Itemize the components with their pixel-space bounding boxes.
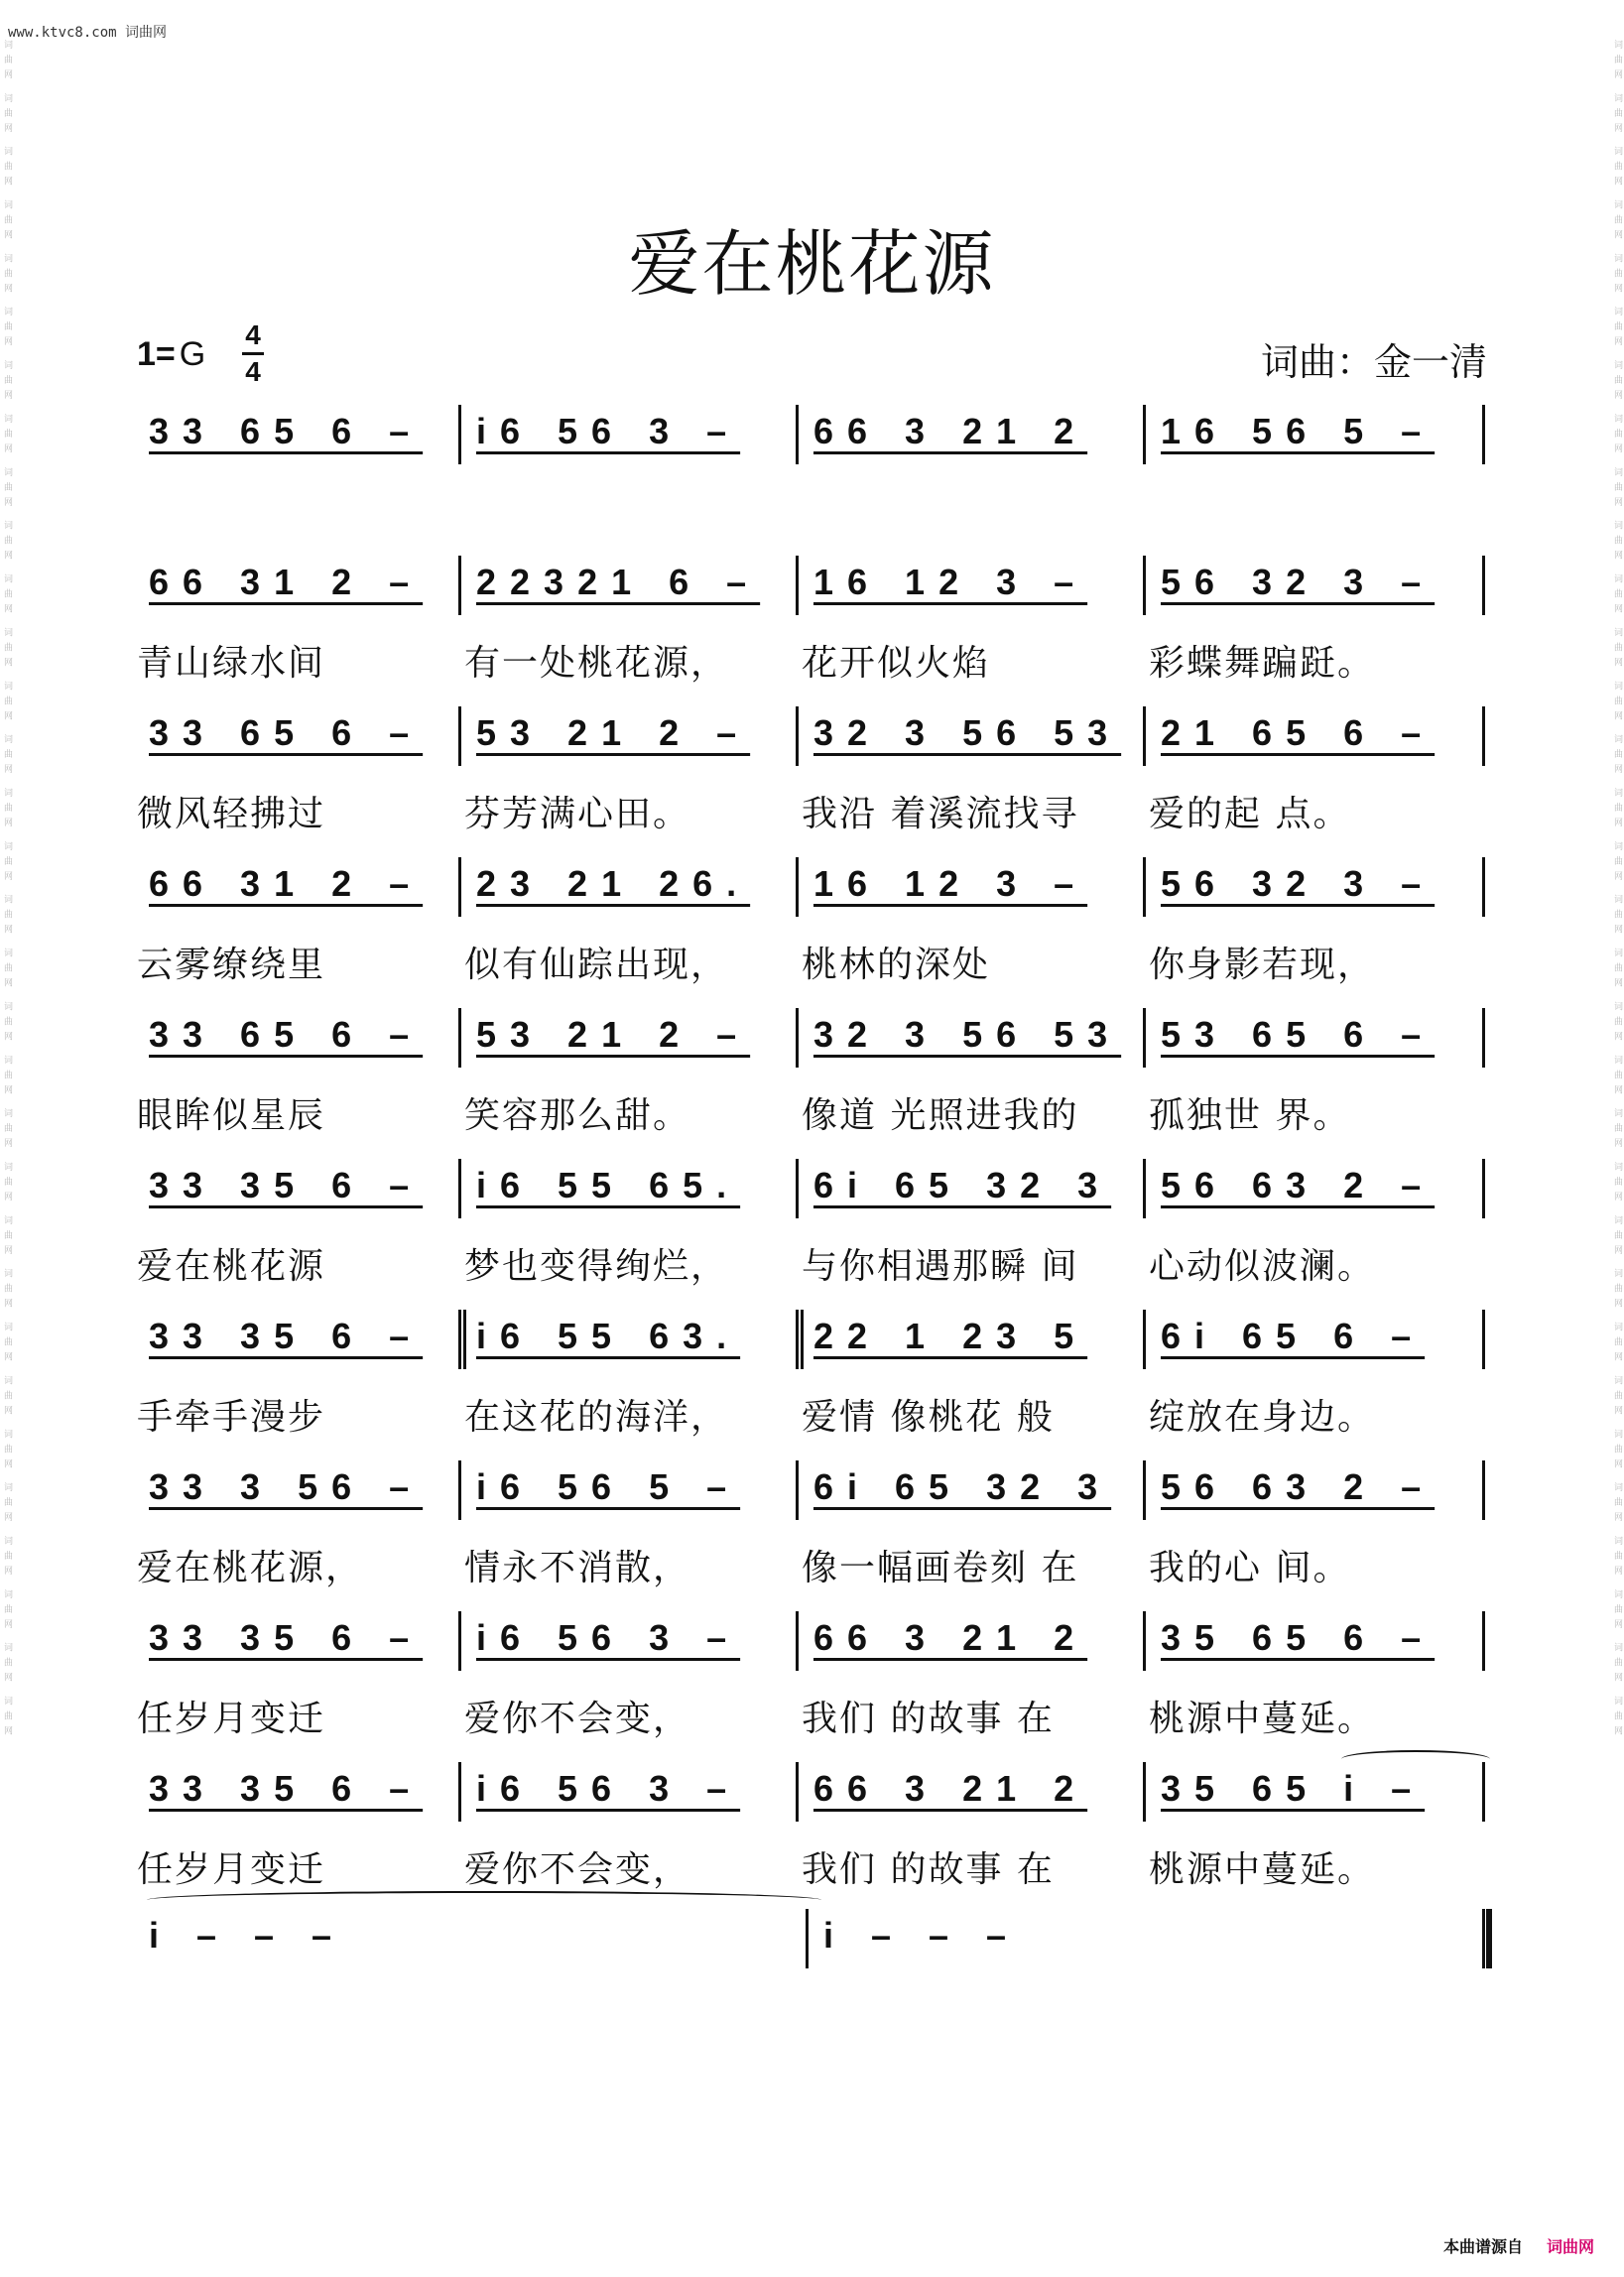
barline [796, 1310, 804, 1369]
time-signature [242, 319, 264, 388]
lyric-phrase: 你身影若现， [1149, 945, 1376, 985]
barline [1482, 1310, 1485, 1369]
barline [1143, 1159, 1146, 1218]
lyric-phrase: 绽放在身边。 [1149, 1397, 1376, 1438]
lyric-phrase: 芬芳满心田。 [464, 794, 691, 834]
score-system [139, 857, 1488, 996]
lyrics-row [139, 937, 1488, 986]
barline [796, 706, 799, 766]
notation-row [139, 1909, 1488, 1968]
key-label: 1= [137, 335, 176, 373]
barline [458, 706, 461, 766]
barline [806, 1909, 809, 1968]
barline [1482, 1762, 1485, 1822]
measure: 66 3 21 2 [813, 411, 1088, 451]
measure: 33 35 6 – [149, 1165, 424, 1205]
notation-row [139, 556, 1488, 615]
lyric-phrase: 在这花的海洋， [464, 1397, 729, 1438]
lyric-phrase: 我们 的故事 在 [802, 1849, 1055, 1890]
site-url: www.ktvc8.com 词曲网 [8, 25, 168, 41]
footer-source: 本曲谱源自 [1442, 2239, 1523, 2256]
score-system [139, 405, 1488, 544]
barline [1143, 405, 1146, 464]
lyric-phrase: 爱在桃花源， [137, 1548, 364, 1588]
barline [796, 1159, 799, 1218]
notation-row [139, 1008, 1488, 1068]
measure: i – – – [823, 1915, 1021, 1956]
score-system [139, 1611, 1488, 1750]
lyrics-row [139, 1238, 1488, 1288]
measure: 33 35 6 – [149, 1768, 424, 1809]
barline [796, 1008, 799, 1068]
lyric-phrase: 眼眸似星辰 [137, 1095, 326, 1136]
barline [458, 1611, 461, 1671]
notation-row [139, 706, 1488, 766]
measure: i6 55 65. [476, 1165, 741, 1205]
barline [1143, 1762, 1146, 1822]
tie-arc [147, 1891, 821, 1909]
lyric-phrase: 手牵手漫步 [137, 1397, 326, 1438]
barline [796, 1611, 799, 1671]
footer-brand: 词曲网 [1546, 2239, 1594, 2256]
measure: 66 3 21 2 [813, 1617, 1088, 1658]
barline [1143, 1460, 1146, 1520]
measure: i6 56 5 – [476, 1466, 741, 1507]
measure: 35 65 6 – [1161, 1617, 1436, 1658]
notation-row [139, 1762, 1488, 1822]
lyric-phrase: 任岁月变迁 [137, 1699, 326, 1739]
right-watermark-strip: 词曲网 词曲网 词曲网 词曲网 词曲网 词曲网 词曲网 词曲网 词曲网 词曲网 词曲网 词曲网 词曲网 词曲网 词曲网 词曲网 词曲网 词曲网 词曲网 词曲网 词曲网 词曲网 词曲网 词曲网 词曲网 词曲网 词曲网 词曲网 词曲网 词曲网 词曲网 词曲网 [1612, 40, 1622, 1741]
barline [1143, 1611, 1146, 1671]
notation-row [139, 857, 1488, 917]
lyrics-row [139, 1087, 1488, 1137]
barline [1482, 1460, 1485, 1520]
measure: 53 65 6 – [1161, 1014, 1436, 1055]
lyric-phrase: 我的心 间。 [1149, 1548, 1351, 1588]
key-mode: G [179, 335, 206, 373]
score-system [139, 556, 1488, 695]
measure: 56 32 3 – [1161, 562, 1436, 602]
barline [1482, 706, 1485, 766]
measure: 66 3 21 2 [813, 1768, 1088, 1809]
tie-arc [1341, 1750, 1490, 1768]
measure: i6 55 63. [476, 1316, 741, 1356]
measure: 33 35 6 – [149, 1316, 424, 1356]
lyric-phrase: 任岁月变迁 [137, 1849, 326, 1890]
lyric-phrase: 笑容那么甜。 [464, 1095, 691, 1136]
barline [1482, 1909, 1492, 1968]
barline [796, 1762, 799, 1822]
barline [796, 1460, 799, 1520]
barline [458, 556, 461, 615]
barline [1482, 405, 1485, 464]
barline [796, 857, 799, 917]
barline [1143, 556, 1146, 615]
measure: 53 21 2 – [476, 1014, 751, 1055]
lyric-phrase: 爱你不会变， [464, 1699, 691, 1739]
measure: i6 56 3 – [476, 411, 741, 451]
lyric-phrase: 爱在桃花源 [137, 1246, 326, 1287]
measure: 33 35 6 – [149, 1617, 424, 1658]
measure: 6i 65 32 3 [813, 1466, 1112, 1507]
measure: 16 12 3 – [813, 863, 1088, 904]
barline [796, 556, 799, 615]
measure: i6 56 3 – [476, 1617, 741, 1658]
key-signature [137, 335, 205, 374]
measure: 16 12 3 – [813, 562, 1088, 602]
lyric-phrase: 桃源中蔓延。 [1149, 1849, 1376, 1890]
measure: 33 3 56 – [149, 1466, 424, 1507]
barline [458, 405, 461, 464]
notation-row [139, 1310, 1488, 1369]
barline [1482, 1611, 1485, 1671]
barline [1143, 857, 1146, 917]
barline [458, 1159, 461, 1218]
lyric-phrase: 彩蝶舞蹁跹。 [1149, 643, 1376, 684]
barline [1482, 857, 1485, 917]
time-numerator: 4 [245, 319, 261, 350]
lyric-phrase: 花开似火焰 [802, 643, 991, 684]
lyric-phrase: 云雾缭绕里 [137, 945, 326, 985]
barline [796, 405, 799, 464]
lyric-phrase: 桃林的深处 [802, 945, 991, 985]
measure: 22 1 23 5 [813, 1316, 1088, 1356]
barline [1143, 706, 1146, 766]
lyric-phrase: 孤独世 界。 [1149, 1095, 1351, 1136]
lyric-phrase: 桃源中蔓延。 [1149, 1699, 1376, 1739]
lyric-phrase: 爱情 像桃花 般 [802, 1397, 1055, 1438]
score-system [139, 1909, 1488, 2048]
lyric-phrase: 似有仙踪出现， [464, 945, 729, 985]
lyric-phrase: 像一幅画卷刻 在 [802, 1548, 1079, 1588]
barline [1482, 1008, 1485, 1068]
lyric-phrase: 青山绿水间 [137, 643, 326, 684]
score-system [139, 1460, 1488, 1599]
measure: 32 3 56 53 [813, 1014, 1122, 1055]
measure: 56 32 3 – [1161, 863, 1436, 904]
lyric-phrase: 我沿 着溪流找寻 [802, 794, 1079, 834]
measure: 33 65 6 – [149, 712, 424, 753]
score-system [139, 1762, 1488, 1901]
lyric-phrase: 心动似波澜。 [1149, 1246, 1376, 1287]
notation-row [139, 1611, 1488, 1671]
measure: 22321 6 – [476, 562, 761, 602]
barline [458, 1310, 466, 1369]
lyric-phrase: 微风轻拂过 [137, 794, 326, 834]
lyrics-row [139, 1389, 1488, 1439]
barline [1143, 1008, 1146, 1068]
score-system [139, 706, 1488, 845]
time-fraction-line [242, 352, 264, 355]
measure: 53 21 2 – [476, 712, 751, 753]
barline [1143, 1310, 1146, 1369]
measure: 21 65 6 – [1161, 712, 1436, 753]
left-watermark-strip: 词曲网 词曲网 词曲网 词曲网 词曲网 词曲网 词曲网 词曲网 词曲网 词曲网 词曲网 词曲网 词曲网 词曲网 词曲网 词曲网 词曲网 词曲网 词曲网 词曲网 词曲网 词曲网 词曲网 词曲网 词曲网 词曲网 词曲网 词曲网 词曲网 词曲网 词曲网 词曲网 [2, 40, 12, 1741]
measure: i6 56 3 – [476, 1768, 741, 1809]
lyric-phrase: 梦也变得绚烂， [464, 1246, 729, 1287]
measure: 33 65 6 – [149, 411, 424, 451]
barline [458, 1762, 461, 1822]
measure: 33 65 6 – [149, 1014, 424, 1055]
lyrics-row [139, 1540, 1488, 1589]
lyric-phrase: 情永不消散， [464, 1548, 691, 1588]
barline [1482, 556, 1485, 615]
measure: 35 65 i – [1161, 1768, 1426, 1809]
notation-row [139, 405, 1488, 464]
barline [458, 1008, 461, 1068]
notation-row [139, 1159, 1488, 1218]
song-title: 爱在桃花源 [628, 222, 996, 306]
measure: 66 31 2 – [149, 863, 424, 904]
measure: 6i 65 32 3 [813, 1165, 1112, 1205]
score-system [139, 1008, 1488, 1147]
barline [458, 857, 461, 917]
score-system [139, 1310, 1488, 1449]
measure: 16 56 5 – [1161, 411, 1436, 451]
lyrics-row [139, 1841, 1488, 1891]
measure: 56 63 2 – [1161, 1466, 1436, 1507]
measure: 66 31 2 – [149, 562, 424, 602]
composer-credit: 词曲：金一清 [1260, 340, 1487, 384]
measure: 32 3 56 53 [813, 712, 1122, 753]
lyrics-row [139, 484, 1488, 534]
lyric-phrase: 爱的起 点。 [1149, 794, 1351, 834]
score-system [139, 1159, 1488, 1298]
lyric-phrase: 爱你不会变， [464, 1849, 691, 1890]
lyrics-row [139, 786, 1488, 835]
barline [1482, 1159, 1485, 1218]
barline [458, 1460, 461, 1520]
measure: 23 21 26. [476, 863, 751, 904]
lyric-phrase: 有一处桃花源， [464, 643, 729, 684]
time-denominator: 4 [245, 356, 261, 387]
lyric-phrase: 与你相遇那瞬 间 [802, 1246, 1079, 1287]
measure: 56 63 2 – [1161, 1165, 1436, 1205]
lyrics-row [139, 1691, 1488, 1740]
measure: 6i 65 6 – [1161, 1316, 1426, 1356]
lyric-phrase: 我们 的故事 在 [802, 1699, 1055, 1739]
lyrics-row [139, 635, 1488, 685]
lyric-phrase: 像道 光照进我的 [802, 1095, 1079, 1136]
footer [1443, 2234, 1594, 2257]
measure: i – – – [149, 1915, 346, 1956]
notation-row [139, 1460, 1488, 1520]
